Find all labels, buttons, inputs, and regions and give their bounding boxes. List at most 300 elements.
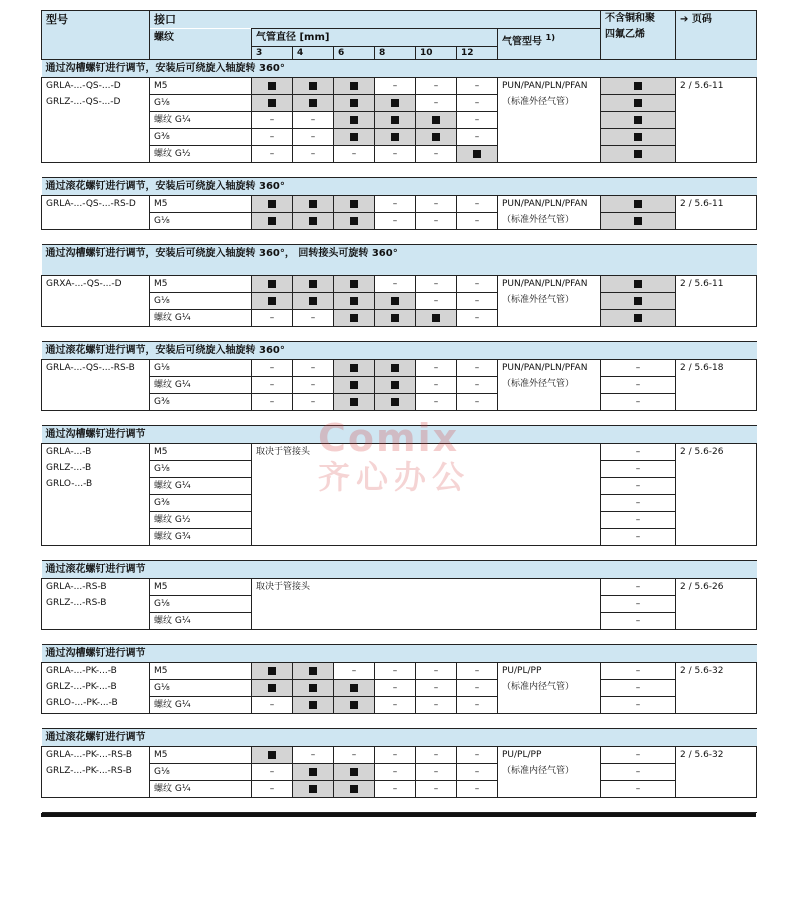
dash-symbol: – (269, 363, 275, 373)
dash-symbol: – (474, 132, 480, 142)
unavailable-mark (457, 697, 498, 714)
dash-symbol: – (392, 683, 398, 693)
filled-square-icon (432, 314, 440, 322)
page-ref: 2 / 5.6-11 (676, 196, 757, 230)
dash-symbol: – (433, 363, 439, 373)
unavailable-mark (457, 663, 498, 680)
table-row (42, 781, 757, 798)
header-tube-type (498, 29, 601, 60)
section-title-row (42, 245, 757, 276)
unavailable-mark (416, 196, 457, 213)
unavailable-mark (252, 697, 293, 714)
filled-square-icon (391, 133, 399, 141)
table-row (42, 697, 757, 714)
page-ref: 2 / 5.6-26 (676, 579, 757, 630)
available-mark (334, 394, 375, 411)
unavailable-mark (416, 663, 457, 680)
filled-square-icon (268, 297, 276, 305)
filled-square-icon (634, 99, 642, 107)
unavailable-mark (457, 360, 498, 377)
table-row (42, 213, 757, 230)
available-mark (293, 196, 334, 213)
tube-type-cell (498, 360, 601, 411)
page-ref: 2 / 5.6-32 (676, 663, 757, 714)
dash-symbol: – (392, 199, 398, 209)
spacer (42, 714, 757, 729)
page-ref: 2 / 5.6-18 (676, 360, 757, 411)
available-mark (375, 95, 416, 112)
available-mark (334, 78, 375, 95)
thread-cell: G⅛ (150, 596, 252, 613)
filled-square-icon (350, 116, 358, 124)
unavailable-mark (375, 146, 416, 163)
filled-square-icon (634, 314, 642, 322)
no-copper-ptfe-cell (601, 276, 676, 293)
spacer (42, 163, 757, 178)
dash-symbol: – (433, 700, 439, 710)
no-copper-ptfe-cell (601, 112, 676, 129)
filled-square-icon (634, 150, 642, 158)
unavailable-mark (252, 146, 293, 163)
unavailable-mark (293, 310, 334, 327)
unavailable-mark (293, 112, 334, 129)
spacer-row (42, 714, 757, 729)
dash-symbol: – (310, 750, 316, 760)
header-no-copper-line1: 不含铜和聚 (605, 13, 655, 24)
thread-cell: 螺纹 G¾ (150, 529, 252, 546)
filled-square-icon (391, 116, 399, 124)
spacer-row (42, 411, 757, 426)
filled-square-icon (350, 364, 358, 372)
available-mark (334, 360, 375, 377)
unavailable-mark (293, 129, 334, 146)
unavailable-mark (375, 680, 416, 697)
unavailable-mark (416, 377, 457, 394)
no-copper-ptfe-cell (601, 394, 676, 411)
model-cell (42, 360, 150, 411)
dash-symbol: – (474, 767, 480, 777)
filled-square-icon (391, 364, 399, 372)
section-title: 通过滚花螺钉进行调节，安装后可绕旋入轴旋转 360° (42, 342, 757, 360)
spacer-row (42, 327, 757, 342)
unavailable-mark (457, 394, 498, 411)
no-copper-ptfe-cell (601, 680, 676, 697)
section-title: 通过沟槽螺钉进行调节，安装后可绕旋入轴旋转 360°， 回转接头可旋转 360° (42, 245, 757, 276)
dash-symbol: – (392, 767, 398, 777)
dash-symbol: – (269, 380, 275, 390)
filled-square-icon (350, 297, 358, 305)
unavailable-mark (457, 781, 498, 798)
dash-symbol: – (269, 397, 275, 407)
dash-symbol: – (269, 784, 275, 794)
tube-type-text: PU/PL/PP (502, 666, 542, 676)
available-mark (334, 196, 375, 213)
header-tube-type-label: 气管型号 (502, 36, 542, 48)
size-4: 4 (293, 47, 334, 60)
size-10: 10 (416, 47, 457, 60)
unavailable-mark (375, 213, 416, 230)
available-mark (252, 663, 293, 680)
dash-symbol: – (392, 700, 398, 710)
model-code: GRLZ-...-QS-...-D (46, 97, 121, 107)
dash-symbol: – (474, 700, 480, 710)
unavailable-mark (293, 747, 334, 764)
no-copper-ptfe-cell (601, 529, 676, 546)
spec-table (41, 10, 757, 813)
unavailable-mark (457, 95, 498, 112)
unavailable-mark (416, 697, 457, 714)
spacer (42, 411, 757, 426)
available-mark (334, 310, 375, 327)
filled-square-icon (350, 200, 358, 208)
table-row (42, 95, 757, 112)
table-row (42, 444, 757, 461)
unavailable-mark (416, 764, 457, 781)
no-copper-ptfe-cell (601, 377, 676, 394)
dash-symbol: – (392, 750, 398, 760)
size-3: 3 (252, 47, 293, 60)
unavailable-mark (416, 293, 457, 310)
table-row (42, 112, 757, 129)
section-title-row (42, 729, 757, 747)
available-mark (293, 663, 334, 680)
dash-symbol: – (433, 98, 439, 108)
dash-symbol: – (635, 532, 641, 542)
model-cell (42, 276, 150, 327)
filled-square-icon (473, 150, 481, 158)
available-mark (375, 293, 416, 310)
filled-square-icon (309, 280, 317, 288)
unavailable-mark (457, 293, 498, 310)
section-title-row (42, 561, 757, 579)
available-mark (293, 781, 334, 798)
dash-symbol: – (433, 784, 439, 794)
header-tube-diameter: 气管直径 [mm] (252, 29, 498, 47)
available-mark (293, 764, 334, 781)
thread-cell: 螺纹 G¼ (150, 478, 252, 495)
dash-symbol: – (635, 700, 641, 710)
available-mark (334, 377, 375, 394)
spacer-row (42, 798, 757, 813)
dash-symbol: – (310, 313, 316, 323)
filled-square-icon (391, 398, 399, 406)
no-copper-ptfe-cell (601, 613, 676, 630)
filled-square-icon (634, 133, 642, 141)
available-mark (416, 129, 457, 146)
filled-square-icon (634, 297, 642, 305)
unavailable-mark (375, 276, 416, 293)
available-mark (252, 78, 293, 95)
available-mark (293, 213, 334, 230)
filled-square-icon (391, 314, 399, 322)
filled-square-icon (309, 701, 317, 709)
table-row (42, 360, 757, 377)
dash-symbol: – (392, 149, 398, 159)
table-row (42, 78, 757, 95)
page-ref: 2 / 5.6-11 (676, 276, 757, 327)
dash-symbol: – (474, 279, 480, 289)
no-copper-ptfe-cell (601, 478, 676, 495)
unavailable-mark (457, 129, 498, 146)
dash-symbol: – (635, 599, 641, 609)
filled-square-icon (268, 751, 276, 759)
tube-type-cell (498, 663, 601, 714)
unavailable-mark (252, 310, 293, 327)
thread-cell: G⅛ (150, 461, 252, 478)
available-mark (457, 146, 498, 163)
dash-symbol: – (635, 447, 641, 457)
model-code: GRLA-...-QS-...-RS-B (46, 363, 135, 373)
thread-cell: 螺纹 G¼ (150, 697, 252, 714)
available-mark (375, 394, 416, 411)
tube-type-text: PUN/PAN/PLN/PFAN (502, 279, 588, 289)
dash-symbol: – (635, 616, 641, 626)
tube-type-cell (498, 78, 601, 163)
filled-square-icon (309, 200, 317, 208)
dash-symbol: – (310, 149, 316, 159)
dash-symbol: – (635, 464, 641, 474)
bottom-rule (41, 813, 756, 817)
no-copper-ptfe-cell (601, 95, 676, 112)
model-code: GRLA-...-QS-...-D (46, 81, 121, 91)
model-cell (42, 747, 150, 798)
unavailable-mark (375, 78, 416, 95)
available-mark (334, 213, 375, 230)
spacer-row (42, 230, 757, 245)
model-code: GRLO-...-PK-...-B (46, 698, 118, 708)
dash-symbol: – (474, 81, 480, 91)
dash-symbol: – (433, 199, 439, 209)
table-header (42, 11, 757, 60)
spacer-row (42, 630, 757, 645)
unavailable-mark (375, 697, 416, 714)
page-ref: 2 / 5.6-26 (676, 444, 757, 546)
page-ref: 2 / 5.6-32 (676, 747, 757, 798)
model-cell (42, 579, 150, 630)
dash-symbol: – (392, 81, 398, 91)
filled-square-icon (634, 280, 642, 288)
unavailable-mark (334, 747, 375, 764)
dash-symbol: – (433, 296, 439, 306)
unavailable-mark (416, 95, 457, 112)
dash-symbol: – (310, 397, 316, 407)
dash-symbol: – (635, 515, 641, 525)
unavailable-mark (375, 764, 416, 781)
table-row (42, 310, 757, 327)
filled-square-icon (268, 217, 276, 225)
section-title-row (42, 342, 757, 360)
available-mark (416, 112, 457, 129)
table-row (42, 377, 757, 394)
dash-symbol: – (474, 397, 480, 407)
tube-type-text: PUN/PAN/PLN/PFAN (502, 199, 588, 209)
dash-symbol: – (269, 313, 275, 323)
model-code: GRXA-...-QS-...-D (46, 279, 122, 289)
header-no-copper-ptfe (601, 11, 676, 60)
available-mark (334, 697, 375, 714)
thread-cell: M5 (150, 663, 252, 680)
dash-symbol: – (635, 397, 641, 407)
table-row (42, 394, 757, 411)
unavailable-mark (375, 747, 416, 764)
thread-cell: M5 (150, 747, 252, 764)
model-code: GRLO-...-B (46, 479, 93, 489)
header-no-copper-line2: 四氟乙烯 (605, 29, 645, 40)
tube-type-text: PUN/PAN/PLN/PFAN (502, 363, 588, 373)
dash-symbol: – (635, 767, 641, 777)
filled-square-icon (268, 99, 276, 107)
no-copper-ptfe-cell (601, 360, 676, 377)
size-6: 6 (334, 47, 375, 60)
spacer-row (42, 163, 757, 178)
thread-cell: 螺纹 G½ (150, 512, 252, 529)
model-code: GRLA-...-PK-...-RS-B (46, 750, 133, 760)
dash-symbol: – (474, 115, 480, 125)
filled-square-icon (350, 398, 358, 406)
filled-square-icon (309, 684, 317, 692)
unavailable-mark (416, 78, 457, 95)
table-row (42, 764, 757, 781)
filled-square-icon (350, 785, 358, 793)
dash-symbol: – (269, 115, 275, 125)
dash-symbol: – (310, 115, 316, 125)
unavailable-mark (375, 196, 416, 213)
spacer-row (42, 546, 757, 561)
no-copper-ptfe-cell (601, 293, 676, 310)
dash-symbol: – (351, 666, 357, 676)
unavailable-mark (416, 781, 457, 798)
header-thread: 螺纹 (150, 29, 252, 60)
no-copper-ptfe-cell (601, 310, 676, 327)
available-mark (252, 196, 293, 213)
no-copper-ptfe-cell (601, 146, 676, 163)
available-mark (293, 95, 334, 112)
watermark-logo: Comix (318, 416, 460, 460)
available-mark (375, 129, 416, 146)
unavailable-mark (457, 213, 498, 230)
table-row (42, 663, 757, 680)
unavailable-mark (252, 781, 293, 798)
unavailable-mark (252, 129, 293, 146)
available-mark (293, 276, 334, 293)
header-page: ➔ 页码 (676, 11, 757, 60)
unavailable-mark (416, 213, 457, 230)
table-row (42, 293, 757, 310)
available-mark (252, 680, 293, 697)
unavailable-mark (334, 663, 375, 680)
spacer (42, 798, 757, 813)
unavailable-mark (252, 394, 293, 411)
model-code: GRLA-...-PK-...-B (46, 666, 117, 676)
thread-cell: G⅛ (150, 213, 252, 230)
available-mark (293, 293, 334, 310)
filled-square-icon (309, 768, 317, 776)
thread-cell: 螺纹 G¼ (150, 377, 252, 394)
spacer (42, 630, 757, 645)
thread-cell: G⅛ (150, 95, 252, 112)
table-row (42, 579, 757, 596)
unavailable-mark (416, 276, 457, 293)
available-mark (334, 781, 375, 798)
table-row (42, 680, 757, 697)
dash-symbol: – (433, 397, 439, 407)
available-mark (334, 112, 375, 129)
dash-symbol: – (433, 149, 439, 159)
dash-symbol: – (474, 750, 480, 760)
no-copper-ptfe-cell (601, 579, 676, 596)
dash-symbol: – (392, 666, 398, 676)
filled-square-icon (350, 217, 358, 225)
unavailable-mark (457, 196, 498, 213)
no-copper-ptfe-cell (601, 596, 676, 613)
thread-cell: 螺纹 G¼ (150, 112, 252, 129)
section-title: 通过沟槽螺钉进行调节 (42, 426, 757, 444)
model-code: GRLZ-...-PK-...-RS-B (46, 766, 132, 776)
thread-cell: 螺纹 G¼ (150, 613, 252, 630)
unavailable-mark (252, 112, 293, 129)
thread-cell: G⅛ (150, 680, 252, 697)
unavailable-mark (334, 146, 375, 163)
product-selection-table (41, 10, 756, 817)
filled-square-icon (350, 314, 358, 322)
unavailable-mark (375, 663, 416, 680)
available-mark (293, 680, 334, 697)
available-mark (293, 697, 334, 714)
no-copper-ptfe-cell (601, 764, 676, 781)
spacer (42, 546, 757, 561)
model-code: GRLZ-...-RS-B (46, 598, 107, 608)
unavailable-mark (457, 112, 498, 129)
dash-symbol: – (433, 666, 439, 676)
section-title-row (42, 426, 757, 444)
no-copper-ptfe-cell (601, 495, 676, 512)
thread-cell: G⅜ (150, 394, 252, 411)
unavailable-mark (375, 781, 416, 798)
unavailable-mark (457, 764, 498, 781)
available-mark (416, 310, 457, 327)
no-copper-ptfe-cell (601, 697, 676, 714)
available-mark (334, 680, 375, 697)
tube-type-cell (498, 276, 601, 327)
table-body (42, 60, 757, 813)
available-mark (375, 377, 416, 394)
size-8: 8 (375, 47, 416, 60)
thread-cell: M5 (150, 78, 252, 95)
unavailable-mark (416, 747, 457, 764)
available-mark (375, 360, 416, 377)
dash-symbol: – (474, 296, 480, 306)
available-mark (252, 276, 293, 293)
dash-symbol: – (269, 149, 275, 159)
dash-symbol: – (635, 750, 641, 760)
thread-cell: 螺纹 G¼ (150, 310, 252, 327)
tube-type-cell (498, 196, 601, 230)
thread-cell: G⅛ (150, 293, 252, 310)
tube-type-text: （标准内径气管） (502, 766, 575, 776)
filled-square-icon (391, 99, 399, 107)
model-cell (42, 444, 150, 546)
model-code: GRLZ-...-PK-...-B (46, 682, 117, 692)
section-title: 通过滚花螺钉进行调节 (42, 561, 757, 579)
tube-type-text: （标准外径气管） (502, 379, 575, 389)
unavailable-mark (457, 78, 498, 95)
filled-square-icon (634, 200, 642, 208)
dash-symbol: – (635, 380, 641, 390)
unavailable-mark (416, 360, 457, 377)
section-title: 通过沟槽螺钉进行调节 (42, 645, 757, 663)
filled-square-icon (634, 116, 642, 124)
available-mark (252, 95, 293, 112)
